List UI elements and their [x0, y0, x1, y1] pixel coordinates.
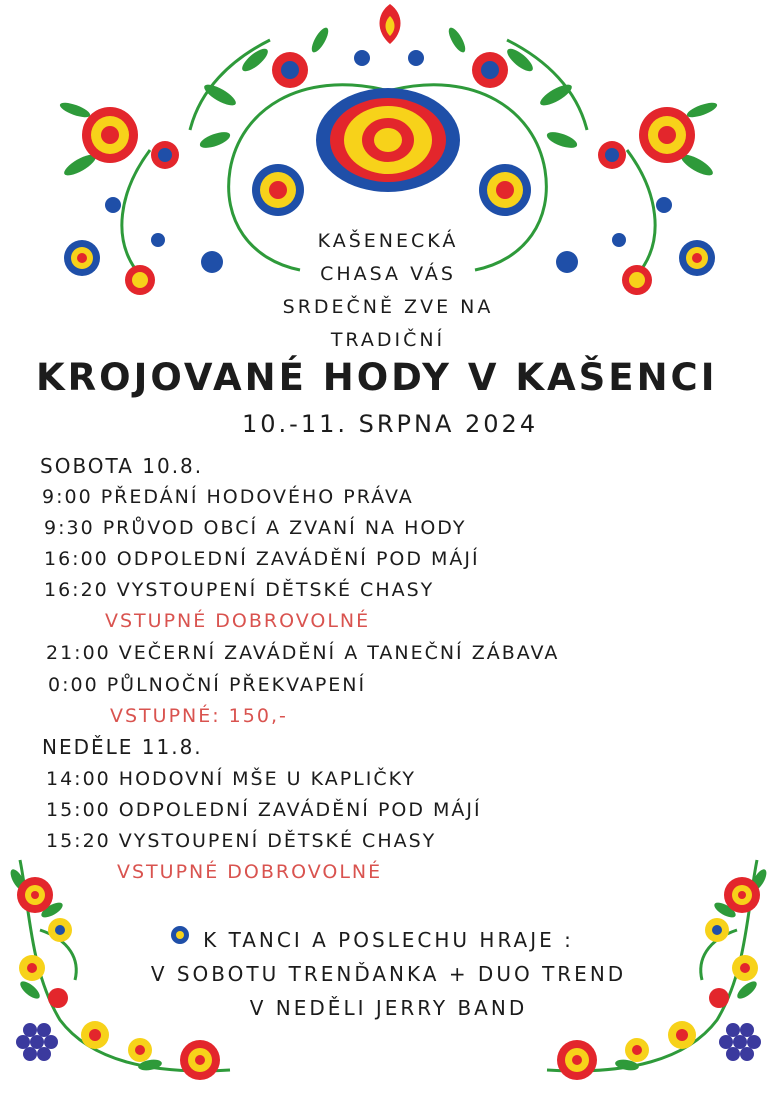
saturday-fee-voluntary: VSTUPNÉ DOBROVOLNÉ — [105, 610, 371, 632]
music-saturday: V SOBOTU TRENĎANKA + DUO TREND — [150, 962, 627, 986]
event-title: KROJOVANÉ HODY V KAŠENCI — [36, 356, 718, 399]
sunday-fee-voluntary: VSTUPNÉ DOBROVOLNÉ — [117, 861, 383, 883]
saturday-item: 9:00 PŘEDÁNÍ HODOVÉHO PRÁVA — [42, 486, 414, 508]
folk-floral-bottom-right-icon — [527, 850, 777, 1100]
saturday-item: 16:00 ODPOLEDNÍ ZAVÁDĚNÍ POD MÁJÍ — [44, 548, 480, 570]
sunday-item: 14:00 HODOVNÍ MŠE U KAPLIČKY — [46, 768, 417, 790]
invitation-line-2: CHASA VÁS — [320, 263, 456, 285]
saturday-item: 0:00 PŮLNOČNÍ PŘEKVAPENÍ — [48, 674, 367, 696]
music-sunday: V NEDĚLI JERRY BAND — [249, 996, 528, 1020]
sunday-item: 15:00 ODPOLEDNÍ ZAVÁDĚNÍ POD MÁJÍ — [46, 799, 482, 821]
music-heading: K TANCI A POSLECHU HRAJE : — [203, 928, 574, 952]
sunday-item: 15:20 VYSTOUPENÍ DĚTSKÉ CHASY — [46, 830, 437, 852]
invitation-line-1: KAŠENECKÁ — [317, 230, 459, 252]
event-date: 10.-11. SRPNA 2024 — [242, 410, 539, 438]
saturday-fee-paid: VSTUPNÉ: 150,- — [110, 705, 288, 727]
invitation-line-4: TRADIČNÍ — [330, 329, 446, 351]
folk-floral-bottom-left-icon — [0, 850, 250, 1100]
saturday-item: 21:00 VEČERNÍ ZAVÁDĚNÍ A TANEČNÍ ZÁBAVA — [46, 642, 560, 664]
saturday-heading: SOBOTA 10.8. — [40, 454, 204, 478]
sunday-heading: NEDĚLE 11.8. — [42, 735, 203, 759]
saturday-item: 16:20 VYSTOUPENÍ DĚTSKÉ CHASY — [44, 579, 435, 601]
invitation-line-3: SRDEČNĚ ZVE NA — [282, 296, 494, 318]
saturday-item: 9:30 PRŮVOD OBCÍ A ZVANÍ NA HODY — [44, 517, 467, 539]
